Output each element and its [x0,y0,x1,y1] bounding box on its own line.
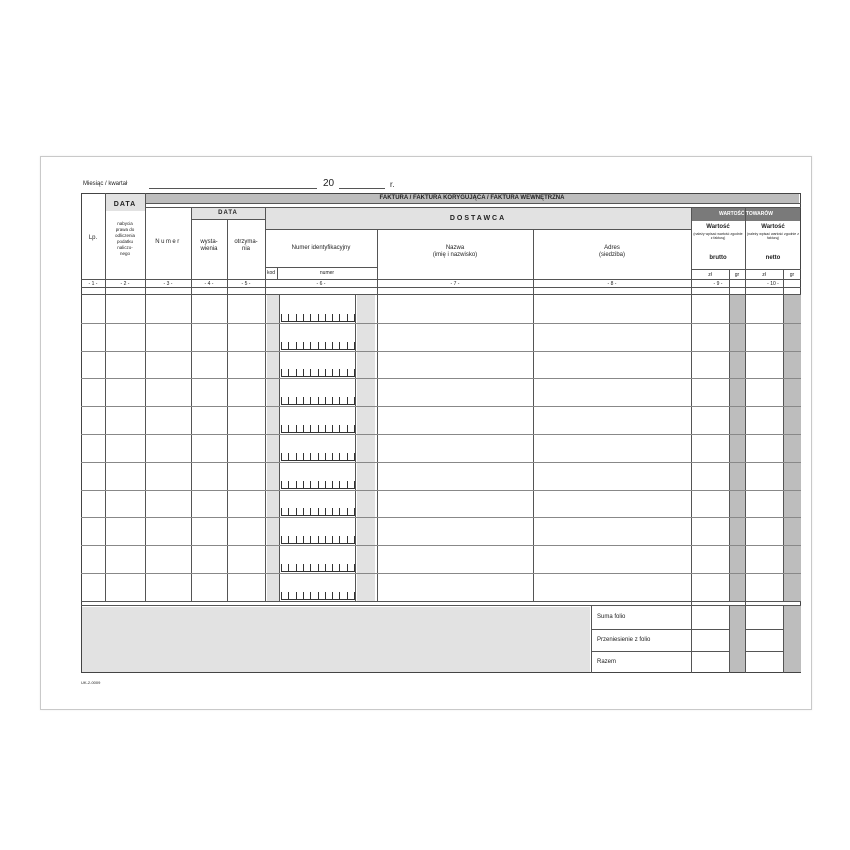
gr-netto: gr [789,272,795,278]
table-row[interactable] [81,323,801,351]
invoice-title: FAKTURA / FAKTURA KORYGUJĄCA / FAKTURA WEWNĘTRZNA [379,195,565,201]
nip-digit-baseline [281,488,355,489]
nip-digit-baseline [281,432,355,433]
wartosc-netto-note: (należy wpisać wartość zgodnie z fakturą) [747,232,799,240]
nip-digit-baseline [281,404,355,405]
col-num-9: - 9 - [713,281,723,287]
zl-netto: zł [762,272,766,278]
nip-digit-baseline [281,543,355,544]
col-num-1: - 1 - [88,281,98,287]
register-sheet [40,156,812,710]
netto-label: netto [765,255,781,261]
dostawca-header: DOSTAWCA [449,215,507,222]
col-num-5: - 5 - [241,281,251,287]
col-num-8: - 8 - [607,281,617,287]
wartosc-towarow-header: WARTOŚĆ TOWARÓW [719,211,773,217]
data-sub-header: nabycia prawa do odliczenia podatku naliczo- nego [114,221,135,256]
nip-digit-baseline [281,376,355,377]
table-row[interactable] [81,378,801,406]
razem-label: Razem [597,659,617,665]
table-row[interactable] [81,490,801,518]
nazwa-header: Nazwa (imię i nazwisko) [432,245,478,258]
col-num-4: - 4 - [204,281,214,287]
form-code: UK-2-0009 [81,680,101,685]
wystawienia-header: wysta- wienia [200,239,218,252]
przeniesienie-label: Przeniesienie z folio [597,637,651,643]
kod-header: kod [266,270,276,276]
col-num-7: - 7 - [450,281,460,287]
numer-header: Numer [155,239,181,245]
col-num-2: - 2 - [120,281,130,287]
nip-digit-baseline [281,460,355,461]
table-row[interactable] [81,351,801,379]
col-num-3: - 3 - [163,281,173,287]
adres-header: Adres (siedziba) [598,245,625,258]
table-row[interactable] [81,573,801,601]
wartosc-brutto-note: (należy wpisać wartość zgodnie z fakturą) [693,232,743,240]
gr-brutto: gr [734,272,740,278]
table-row[interactable] [81,406,801,434]
year-suffix: r. [390,180,395,189]
period-label: Miesiąc / kwartał [83,181,128,187]
brutto-label: brutto [709,255,727,261]
year-prefix: 20 [323,178,335,189]
nip-digit-baseline [281,515,355,516]
data2-header: DATA [218,210,238,216]
col-num-10: - 10 - [767,281,779,287]
period-input-line[interactable] [149,188,317,189]
numer-id-header: Numer identyfikacyjny [291,245,351,251]
nip-digit-baseline [281,571,355,572]
suma-folio-label: Suma folio [597,614,626,620]
col-num-6: - 6 - [316,281,326,287]
data-header: DATA [113,201,137,208]
table-row[interactable] [81,295,801,323]
nip-digit-baseline [281,599,355,600]
zl-brutto: zł [708,272,712,278]
lp-header: Lp. [88,235,98,241]
table-row[interactable] [81,517,801,545]
nip-digit-baseline [281,349,355,350]
table-row[interactable] [81,434,801,462]
numer-small-header: numer [319,270,335,276]
year-input-line[interactable] [339,188,385,189]
wartosc-brutto-title: Wartość [706,224,730,230]
otrzymania-header: otrzyma- nia [234,239,258,252]
nip-digit-baseline [281,321,355,322]
table-row[interactable] [81,462,801,490]
wartosc-netto-title: Wartość [761,224,785,230]
table-row[interactable] [81,545,801,573]
footer-gray-area [82,607,590,672]
